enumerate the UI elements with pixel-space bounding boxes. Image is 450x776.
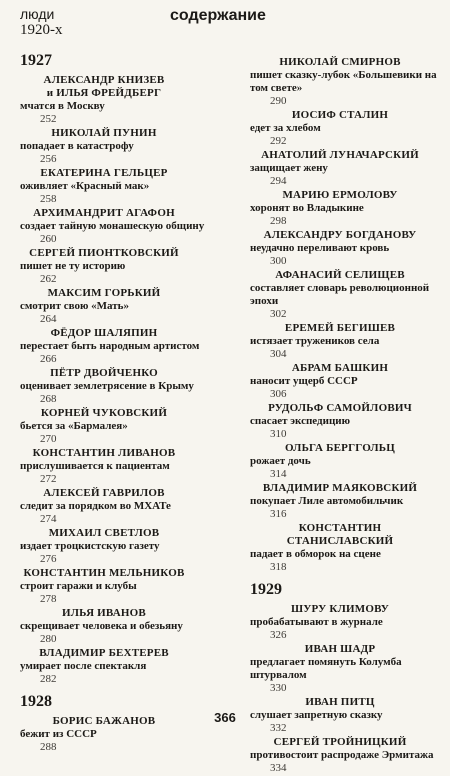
- toc-entry: [20, 367, 220, 405]
- toc-entry-description: строит гаражи и клубы: [20, 580, 137, 592]
- toc-entry-name: КОНСТАНТИН МЕЛЬНИКОВ: [23, 567, 185, 579]
- toc-entry-description: покупает Лиле автомобильчик: [250, 495, 404, 507]
- toc-entry-description: предлагает помянуть Колумба штурвалом: [250, 656, 402, 681]
- toc-entry-page: 272: [40, 473, 57, 485]
- toc-entry-page: 278: [40, 593, 57, 605]
- toc-entry: [20, 327, 220, 365]
- toc-entry-name: АБРАМ БАШКИН: [291, 362, 389, 374]
- toc-entry-page: 262: [40, 273, 57, 285]
- toc-entry-name: ИЛЬЯ ИВАНОВ: [62, 607, 146, 619]
- toc-entry-description: едет за хлебом: [250, 122, 321, 134]
- toc-entry-description: падает в обморок на сцене: [250, 548, 381, 560]
- toc-entry-name: ИВАН ШАДР: [304, 643, 376, 655]
- toc-entry: [250, 229, 442, 267]
- toc-entry-page: 252: [40, 113, 57, 125]
- toc-entry-name: БОРИС БАЖАНОВ: [52, 715, 156, 727]
- toc-entry-description: бежит из СССР: [20, 728, 97, 740]
- toc-entry-page: 274: [40, 513, 57, 525]
- right-column: [250, 56, 442, 776]
- toc-entry-description: противостоит распродаже Эрмитажа: [250, 749, 434, 761]
- entries-1929: [250, 603, 442, 774]
- toc-entry: [250, 56, 442, 107]
- toc-entry-page: 270: [40, 433, 57, 445]
- toc-entry-page: 310: [270, 428, 287, 440]
- toc-entry-page: 302: [270, 308, 287, 320]
- toc-entry-description: наносит ущерб СССР: [250, 375, 358, 387]
- toc-entry-page: 318: [270, 561, 287, 573]
- toc-entry-name: МИХАИЛ СВЕТЛОВ: [48, 527, 160, 539]
- toc-entry-page: 294: [270, 175, 287, 187]
- toc-entry-description: смотрит свою «Мать»: [20, 300, 129, 312]
- toc-entry-description: следит за порядком во МХАТе: [20, 500, 171, 512]
- toc-entry-page: 326: [270, 629, 287, 641]
- toc-entry: [250, 643, 442, 694]
- toc-entry-description: бьется за «Бармалея»: [20, 420, 128, 432]
- left-column: [20, 50, 220, 755]
- toc-entry-name: КОНСТАНТИН СТАНИСЛАВСКИЙ: [286, 522, 394, 547]
- toc-entry: [250, 362, 442, 400]
- toc-entry-description: скрещивает человека и обезьяну: [20, 620, 183, 632]
- toc-entry: [250, 322, 442, 360]
- toc-entry: [20, 247, 220, 285]
- toc-entry: [20, 127, 220, 165]
- toc-entry-description: оценивает землетрясение в Крыму: [20, 380, 194, 392]
- toc-entry-page: 300: [270, 255, 287, 267]
- entries-1928-right: [250, 56, 442, 573]
- toc-entry-name: ИОСИФ СТАЛИН: [291, 109, 389, 121]
- toc-entry-description: оживляет «Красный мак»: [20, 180, 150, 192]
- toc-entry: [20, 647, 220, 685]
- toc-entry-name: и ИЛЬЯ ФРЕЙДБЕРГ: [46, 87, 162, 99]
- toc-entry: [20, 567, 220, 605]
- year-heading-1928: 1928: [20, 693, 52, 710]
- toc-entry: [250, 522, 442, 573]
- toc-entry: [250, 149, 442, 187]
- toc-entry-page: 314: [270, 468, 287, 480]
- toc-entry-name: КОРНЕЙ ЧУКОВСКИЙ: [40, 407, 168, 419]
- year-heading-1929: 1929: [250, 581, 282, 598]
- running-header-section: [20, 6, 63, 38]
- toc-entry-name: ВЛАДИМИР БЕХТЕРЕВ: [39, 647, 169, 659]
- toc-entry: [250, 109, 442, 147]
- toc-entry-name: АРХИМАНДРИТ АГАФОН: [33, 207, 175, 219]
- toc-entry-name: ЕРЕМЕЙ БЕГИШЕВ: [284, 322, 396, 334]
- toc-entry-name: НИКОЛАЙ ПУНИН: [51, 127, 157, 139]
- toc-entry-name: ФЁДОР ШАЛЯПИН: [50, 327, 158, 339]
- toc-entry-page: 316: [270, 508, 287, 520]
- toc-entry-name: АЛЕКСАНДР КНИЗЕВ: [43, 74, 165, 86]
- toc-entry-name: ИВАН ПИТЦ: [305, 696, 375, 708]
- toc-entry-description: неудачно переливают кровь: [250, 242, 390, 254]
- toc-entry-description: слушает запретную сказку: [250, 709, 383, 721]
- toc-entry-name: СЕРГЕЙ ПИОНТКОВСКИЙ: [29, 247, 179, 259]
- toc-entry-name: КОНСТАНТИН ЛИВАНОВ: [32, 447, 176, 459]
- toc-entry-description: рожает дочь: [250, 455, 311, 467]
- toc-entry-page: 264: [40, 313, 57, 325]
- toc-entry-name: МАКСИМ ГОРЬКИЙ: [47, 287, 161, 299]
- toc-entry-name: НИКОЛАЙ СМИРНОВ: [279, 56, 401, 68]
- toc-entry-page: 260: [40, 233, 57, 245]
- page-title: содержание: [170, 7, 266, 24]
- toc-entry-description: хоронят во Владыкине: [250, 202, 364, 214]
- toc-entry: [250, 482, 442, 520]
- toc-entry-description: перестает быть народным артистом: [20, 340, 200, 352]
- toc-entry-description: издает троцкистскую газету: [20, 540, 160, 552]
- page-number: 366: [214, 710, 236, 725]
- toc-entry: [20, 527, 220, 565]
- toc-entry: [20, 407, 220, 445]
- toc-entry-description: пишет сказку-лубок «Большевики на том свете»: [250, 69, 437, 94]
- toc-entry-page: 276: [40, 553, 57, 565]
- toc-entry: [20, 487, 220, 525]
- toc-entry-page: 334: [270, 762, 287, 774]
- toc-entry-page: 306: [270, 388, 287, 400]
- toc-entry: [20, 87, 220, 125]
- toc-entry-description: спасает экспедицию: [250, 415, 351, 427]
- toc-entry: [250, 603, 442, 641]
- toc-entry: [250, 269, 442, 320]
- toc-entry-page: 280: [40, 633, 57, 645]
- toc-entry-description: истязает тружеников села: [250, 335, 380, 347]
- toc-entry-description: пишет не ту историю: [20, 260, 126, 272]
- toc-entry-page: 304: [270, 348, 287, 360]
- toc-entry: [20, 287, 220, 325]
- section-line-1: люди: [20, 6, 55, 22]
- toc-entry-description: пробабатывают в журнале: [250, 616, 383, 628]
- toc-entry-page: 330: [270, 682, 287, 694]
- toc-entry-page: 258: [40, 193, 57, 205]
- toc-entry-name: СЕРГЕЙ ТРОЙНИЦКИЙ: [273, 736, 407, 748]
- toc-entry-description: прислушивается к пациентам: [20, 460, 170, 472]
- toc-entry-description: умирает после спектакля: [20, 660, 147, 672]
- toc-entry-name: РУДОЛЬФ САМОЙЛОВИЧ: [268, 402, 412, 414]
- toc-entry-name: АНАТОЛИЙ ЛУНАЧАРСКИЙ: [261, 149, 419, 161]
- entries-1927: [20, 74, 220, 685]
- toc-entry-name: ОЛЬГА БЕРГГОЛЬЦ: [284, 442, 396, 454]
- toc-entry: [250, 736, 442, 774]
- toc-entry-page: 266: [40, 353, 57, 365]
- toc-entry-page: 288: [40, 741, 57, 753]
- toc-entry-description: мчатся в Москву: [20, 100, 105, 112]
- toc-entry-page: 292: [270, 135, 287, 147]
- toc-entry-name: ПЁТР ДВОЙЧЕНКО: [50, 367, 158, 379]
- toc-entry: [20, 74, 220, 87]
- toc-entry: [250, 402, 442, 440]
- toc-entry-page: 268: [40, 393, 57, 405]
- toc-entry-description: попадает в катастрофу: [20, 140, 134, 152]
- toc-entry-name: АЛЕКСАНДРУ БОГДАНОВУ: [263, 229, 417, 241]
- toc-entry: [20, 607, 220, 645]
- toc-entry: [20, 207, 220, 245]
- year-heading-1927: 1927: [20, 52, 52, 69]
- toc-entry: [20, 447, 220, 485]
- toc-entry: [250, 189, 442, 227]
- toc-entry: [20, 167, 220, 205]
- toc-entry-page: 290: [270, 95, 287, 107]
- toc-entry-name: ШУРУ КЛИМОВУ: [290, 603, 389, 615]
- toc-entry-page: 256: [40, 153, 57, 165]
- toc-entry: [250, 442, 442, 480]
- toc-entry-name: АЛЕКСЕЙ ГАВРИЛОВ: [43, 487, 165, 499]
- toc-entry-page: 332: [270, 722, 287, 734]
- toc-entry-page: 298: [270, 215, 287, 227]
- section-line-2: 1920-х: [20, 22, 63, 38]
- toc-entry-name: ЕКАТЕРИНА ГЕЛЬЦЕР: [40, 167, 168, 179]
- toc-entry-description: создает тайную монашескую общину: [20, 220, 205, 232]
- toc-entry-page: 282: [40, 673, 57, 685]
- toc-entry-name: МАРИЮ ЕРМОЛОВУ: [282, 189, 398, 201]
- toc-entry-description: составляет словарь революционной эпохи: [250, 282, 430, 307]
- toc-entry-name: АФАНАСИЙ СЕЛИЩЕВ: [275, 269, 405, 281]
- toc-entry-description: защищает жену: [250, 162, 328, 174]
- toc-entry-name: ВЛАДИМИР МАЯКОВСКИЙ: [262, 482, 418, 494]
